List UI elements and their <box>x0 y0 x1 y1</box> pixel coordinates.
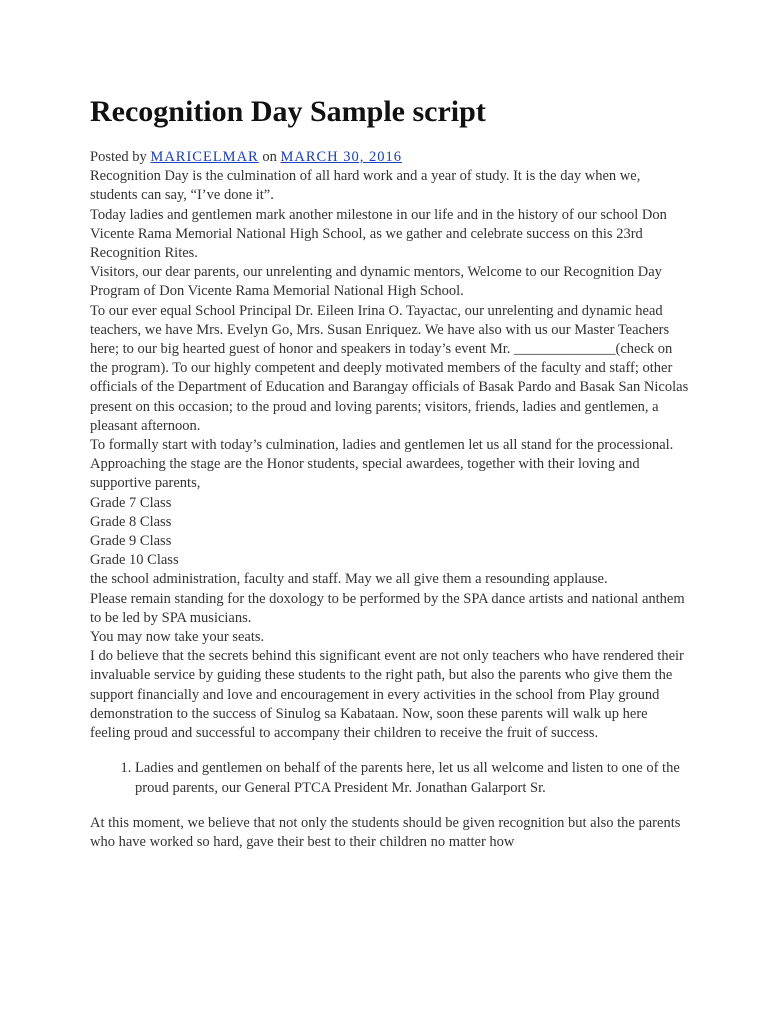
class-line: Grade 8 Class <box>90 513 172 530</box>
paragraph: You may now take your seats. <box>90 629 265 646</box>
paragraph: Today ladies and gentlemen mark another milestone in our life and in the history of our school Don Vicente Rama Memorial National High School, as we gather and celebrate success on this 23rd Recognition Rites. <box>90 206 667 262</box>
paragraph: the school administration, faculty and staff. May we all give them a resounding applause. <box>90 571 608 588</box>
post-meta <box>90 148 690 167</box>
paragraph: Recognition Day is the culmination of all hard work and a year of study. It is the day when we, students can say, “I’ve done it”. <box>90 168 641 204</box>
date-link[interactable]: MARCH 30, 2016 <box>280 149 403 165</box>
class-line: Grade 9 Class <box>90 533 172 550</box>
class-line: Grade 7 Class <box>90 494 172 511</box>
article-body <box>90 148 690 852</box>
paragraph: Visitors, our dear parents, our unrelenting and dynamic mentors, Welcome to our Recognition Day Program of Don Vicente Rama Memorial National High School. <box>90 264 662 300</box>
paragraph: At this moment, we believe that not only the students should be given recognition but also the parents who have worked so hard, gave their best to their children no matter how <box>90 814 681 850</box>
paragraph: To our ever equal School Principal Dr. Eileen Irina O. Tayactac, our unrelenting and dynamic head teachers, we have Mrs. Evelyn Go, Mrs. Susan Enriquez. We have also with us our Master Teachers here; to our big hearted guest of honor and speakers in today’s event Mr. ______________(check on the program). To our highly competent and deeply motivated members of the faculty and staff; other officials of the Department of Education and Barangay officials of Basak Pardo and Basak San Nicolas present on this occasion; to the proud and loving parents; visitors, friends, ladies and gentlemen, a pleasant afternoon. <box>90 302 689 434</box>
list-item: 1. Ladies and gentlemen on behalf of the parents here, let us all welcome and listen to one of the proud parents, our General PTCA President Mr. Jonathan Galarport Sr. <box>135 759 690 797</box>
author-link[interactable]: MARICELMAR <box>150 149 259 165</box>
posted-by-label: Posted by <box>90 149 147 165</box>
paragraph: I do believe that the secrets behind this significant event are not only teachers who have rendered their invaluable service by guiding these students to the right path, but also the parents who give them the support financially and love and encouragement in every activities in the school from Play ground demonstration to the success of Sinulog sa Kabataan. Now, soon these parents will walk up here feeling proud and successful to accompany their children to receive the fruit of success. <box>90 648 684 742</box>
class-line: Grade 10 Class <box>90 552 179 569</box>
numbered-list <box>90 759 690 797</box>
on-label: on <box>262 149 277 165</box>
paragraph: To formally start with today’s culmination, ladies and gentlemen let us all stand for the processional. Approaching the stage are the Honor students, special awardees, together with their loving and supportive parents, <box>90 437 674 492</box>
page-title: Recognition Day Sample script <box>90 95 486 128</box>
paragraph: Please remain standing for the doxology to be performed by the SPA dance artists and national anthem to be led by SPA musicians. <box>90 590 685 626</box>
